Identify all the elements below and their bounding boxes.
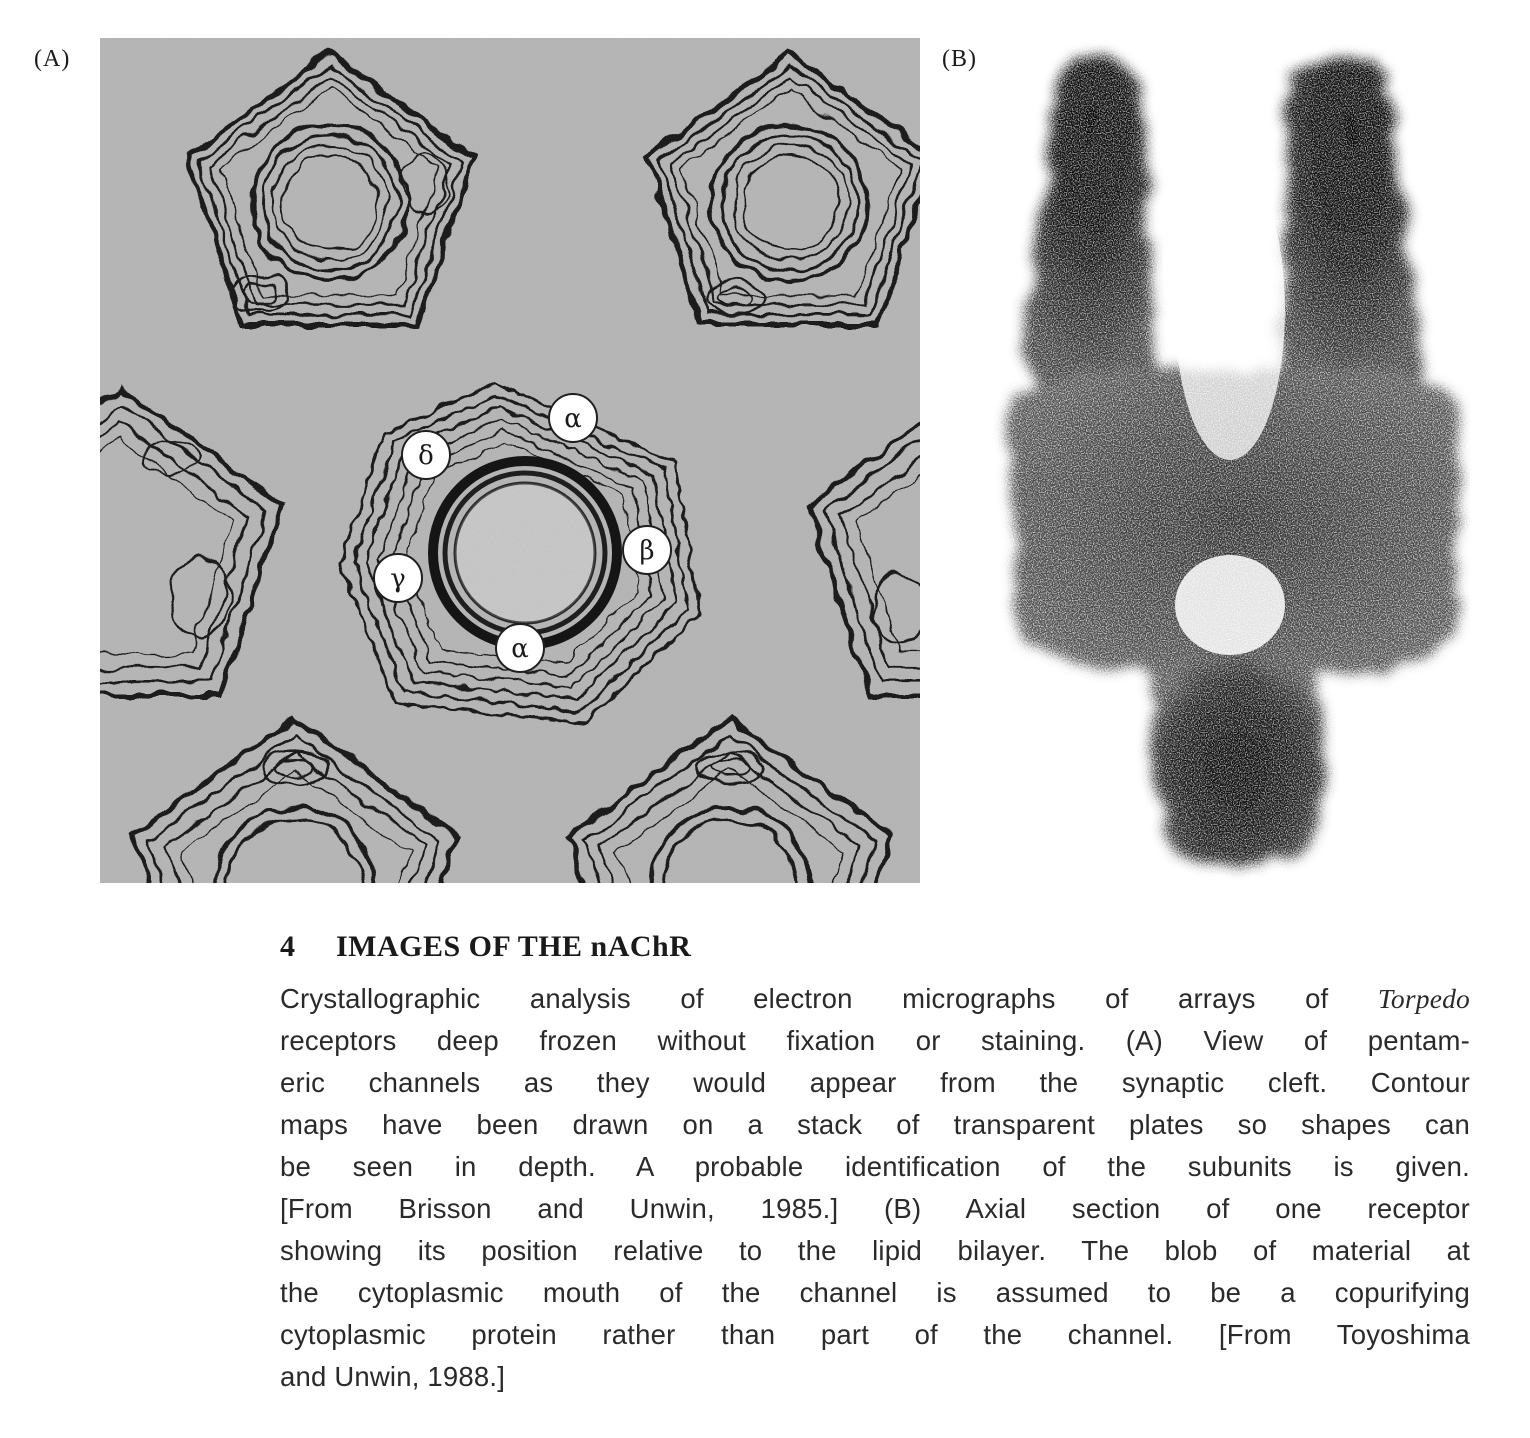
caption-line: the cytoplasmic mouth of the channel is assumed to be a copurifying — [280, 1277, 1470, 1308]
svg-text:α: α — [511, 634, 529, 664]
figure-caption — [280, 930, 1470, 1398]
caption-line: Crystallographic analysis of electron micrographs of arrays of Torpedo — [280, 983, 1470, 1014]
panel-b-label: (B) — [942, 46, 977, 72]
svg-text:γ: γ — [390, 564, 406, 594]
channel-lumen — [1175, 555, 1285, 655]
caption-line: eric channels as they would appear from the synaptic cleft. Contour — [280, 1067, 1470, 1098]
subunit-beta — [623, 526, 671, 574]
subunit-alpha-top — [549, 394, 597, 442]
caption-body — [280, 978, 1470, 1398]
subunit-alpha-bottom — [496, 624, 544, 672]
density-right-arm — [1279, 59, 1422, 415]
density-left-arm — [1024, 57, 1157, 410]
svg-text:δ: δ — [418, 441, 434, 471]
density-cytoplasmic-blob — [1151, 655, 1326, 865]
caption-line: cytoplasmic protein rather than part of the channel. [From Toyoshima — [280, 1319, 1470, 1350]
caption-line: maps have been drawn on a stack of transparent plates so shapes can — [280, 1109, 1470, 1140]
panel-a-contour-map — [100, 38, 920, 883]
svg-text:β: β — [639, 536, 655, 566]
caption-line: [From Brisson and Unwin, 1985.] (B) Axial section of one receptor — [280, 1193, 1470, 1224]
caption-line: be seen in depth. A probable identification of the subunits is given. — [280, 1151, 1470, 1182]
panel-a-label: (A) — [34, 46, 71, 72]
subunit-delta — [402, 431, 450, 479]
caption-heading — [280, 930, 1470, 964]
caption-line: and Unwin, 1988.] — [280, 1361, 506, 1392]
figure-number: 4 — [280, 930, 296, 963]
subunit-gamma — [374, 554, 422, 602]
panel-b-axial-section — [990, 30, 1470, 880]
caption-line: receptors deep frozen without fixation or staining. (A) View of pentam- — [280, 1025, 1470, 1056]
caption-line: showing its position relative to the lipid bilayer. The blob of material at — [280, 1235, 1470, 1266]
figure-title: IMAGES OF THE nAChR — [336, 930, 692, 963]
svg-text:α: α — [564, 404, 582, 434]
genus-name: Torpedo — [1377, 983, 1470, 1014]
